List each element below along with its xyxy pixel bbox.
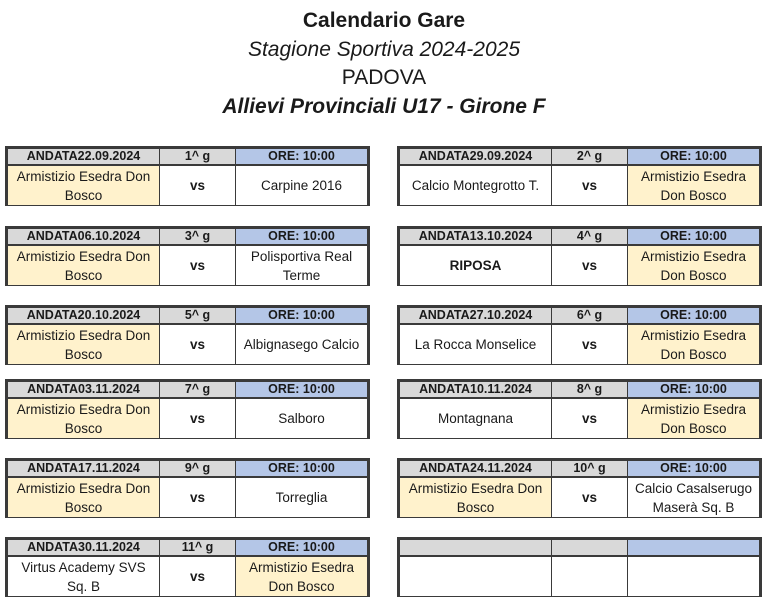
phase-label: ANDATA bbox=[26, 308, 78, 322]
team-right: Salboro bbox=[236, 398, 368, 439]
match-date: 13.10.2024 bbox=[469, 229, 533, 243]
phase-label: ANDATA bbox=[27, 540, 79, 554]
match-card-3 bbox=[5, 226, 370, 286]
match-card-6 bbox=[397, 305, 762, 365]
phase-label: ANDATA bbox=[418, 149, 470, 163]
match-card-9 bbox=[5, 458, 370, 518]
team-left bbox=[400, 556, 552, 597]
match-card-8 bbox=[397, 379, 762, 439]
kickoff-time: ORE: 10:00 bbox=[628, 461, 760, 478]
vs-label: vs bbox=[552, 398, 628, 439]
team-left: La Rocca Monselice bbox=[400, 324, 552, 365]
match-teams-row bbox=[8, 556, 368, 597]
match-header-row bbox=[400, 461, 760, 478]
vs-label: vs bbox=[160, 324, 236, 365]
match-card-2 bbox=[397, 146, 762, 206]
vs-label: vs bbox=[160, 245, 236, 286]
kickoff-time: ORE: 10:00 bbox=[236, 229, 368, 246]
team-right: Polisportiva Real Terme bbox=[236, 245, 368, 286]
match-teams-row bbox=[400, 165, 760, 206]
kickoff-time: ORE: 10:00 bbox=[628, 149, 760, 166]
match-date-cell bbox=[400, 229, 552, 246]
match-header-row bbox=[8, 308, 368, 325]
match-date: 29.09.2024 bbox=[469, 149, 533, 163]
kickoff-time: ORE: 10:00 bbox=[628, 229, 760, 246]
match-card-10 bbox=[397, 458, 762, 518]
phase-label: ANDATA bbox=[419, 461, 471, 475]
team-left: RIPOSA bbox=[400, 245, 552, 286]
vs-label: vs bbox=[552, 165, 628, 206]
page-header bbox=[0, 6, 768, 122]
kickoff-time: ORE: 10:00 bbox=[628, 308, 760, 325]
vs-label: vs bbox=[160, 556, 236, 597]
vs-label: vs bbox=[160, 165, 236, 206]
city-label: PADOVA bbox=[341, 66, 427, 89]
kickoff-time: ORE: 10:00 bbox=[236, 308, 368, 325]
match-date: 27.10.2024 bbox=[469, 308, 533, 322]
round-label: 3^ g bbox=[160, 229, 236, 246]
match-date-cell bbox=[8, 461, 160, 478]
vs-label bbox=[552, 556, 628, 597]
match-header-row bbox=[400, 229, 760, 246]
match-header-row bbox=[8, 540, 368, 557]
kickoff-time: ORE: 10:00 bbox=[236, 540, 368, 557]
match-date: 10.11.2024 bbox=[470, 382, 532, 396]
team-left: Calcio Montegrotto T. bbox=[400, 165, 552, 206]
match-date: 24.11.2024 bbox=[470, 461, 532, 475]
round-label: 9^ g bbox=[160, 461, 236, 478]
match-date: 06.10.2024 bbox=[77, 229, 141, 243]
match-card-1 bbox=[5, 146, 370, 206]
vs-label: vs bbox=[160, 398, 236, 439]
phase-label: ANDATA bbox=[418, 229, 470, 243]
match-header-row bbox=[400, 540, 760, 557]
match-date-cell bbox=[400, 540, 552, 557]
match-teams-row bbox=[8, 324, 368, 365]
match-date-cell bbox=[400, 382, 552, 399]
page-title: Calendario Gare bbox=[302, 9, 466, 32]
match-card-7 bbox=[5, 379, 370, 439]
phase-label: ANDATA bbox=[27, 461, 79, 475]
match-teams-row bbox=[400, 245, 760, 286]
phase-label: ANDATA bbox=[419, 382, 471, 396]
season-subtitle: Stagione Sportiva 2024-2025 bbox=[247, 38, 521, 61]
match-date: 22.09.2024 bbox=[77, 149, 141, 163]
match-teams-row bbox=[8, 165, 368, 206]
kickoff-time: ORE: 10:00 bbox=[236, 149, 368, 166]
team-right: Calcio Casalserugo Maserà Sq. B bbox=[628, 477, 760, 518]
match-date-cell bbox=[400, 461, 552, 478]
vs-label: vs bbox=[160, 477, 236, 518]
team-right: Armistizio Esedra Don Bosco bbox=[628, 245, 760, 286]
phase-label: ANDATA bbox=[26, 149, 78, 163]
phase-label: ANDATA bbox=[26, 229, 78, 243]
team-left: Armistizio Esedra Don Bosco bbox=[8, 398, 160, 439]
match-card-5 bbox=[5, 305, 370, 365]
match-card-12 bbox=[397, 537, 762, 597]
match-header-row bbox=[8, 382, 368, 399]
round-label: 1^ g bbox=[160, 149, 236, 166]
team-right bbox=[628, 556, 760, 597]
team-left: Armistizio Esedra Don Bosco bbox=[8, 165, 160, 206]
match-teams-row bbox=[8, 398, 368, 439]
kickoff-time bbox=[628, 540, 760, 557]
match-date: 20.10.2024 bbox=[77, 308, 141, 322]
match-header-row bbox=[400, 382, 760, 399]
match-teams-row bbox=[8, 245, 368, 286]
team-right: Armistizio Esedra Don Bosco bbox=[236, 556, 368, 597]
match-date-cell bbox=[8, 229, 160, 246]
team-right: Torreglia bbox=[236, 477, 368, 518]
match-teams-row bbox=[400, 556, 760, 597]
team-left: Armistizio Esedra Don Bosco bbox=[400, 477, 552, 518]
team-left: Armistizio Esedra Don Bosco bbox=[8, 245, 160, 286]
team-left: Armistizio Esedra Don Bosco bbox=[8, 324, 160, 365]
match-teams-row bbox=[400, 324, 760, 365]
match-header-row bbox=[8, 149, 368, 166]
round-label: 10^ g bbox=[552, 461, 628, 478]
round-label: 11^ g bbox=[160, 540, 236, 557]
team-right: Albignasego Calcio bbox=[236, 324, 368, 365]
vs-label: vs bbox=[552, 324, 628, 365]
match-date-cell bbox=[400, 308, 552, 325]
round-label: 4^ g bbox=[552, 229, 628, 246]
kickoff-time: ORE: 10:00 bbox=[236, 461, 368, 478]
round-label: 2^ g bbox=[552, 149, 628, 166]
match-header-row bbox=[8, 461, 368, 478]
team-right: Armistizio Esedra Don Bosco bbox=[628, 398, 760, 439]
match-date: 30.11.2024 bbox=[78, 540, 140, 554]
match-date-cell bbox=[400, 149, 552, 166]
match-card-11 bbox=[5, 537, 370, 597]
team-left: Virtus Academy SVS Sq. B bbox=[8, 556, 160, 597]
team-left: Armistizio Esedra Don Bosco bbox=[8, 477, 160, 518]
round-label: 6^ g bbox=[552, 308, 628, 325]
match-header-row bbox=[400, 308, 760, 325]
match-teams-row bbox=[8, 477, 368, 518]
match-date: 17.11.2024 bbox=[78, 461, 140, 475]
vs-label: vs bbox=[552, 477, 628, 518]
match-date-cell bbox=[8, 149, 160, 166]
match-date: 03.11.2024 bbox=[78, 382, 140, 396]
match-date-cell bbox=[8, 308, 160, 325]
round-label bbox=[552, 540, 628, 557]
match-teams-row bbox=[400, 477, 760, 518]
kickoff-time: ORE: 10:00 bbox=[628, 382, 760, 399]
match-date-cell bbox=[8, 540, 160, 557]
round-label: 8^ g bbox=[552, 382, 628, 399]
match-header-row bbox=[400, 149, 760, 166]
kickoff-time: ORE: 10:00 bbox=[236, 382, 368, 399]
match-teams-row bbox=[400, 398, 760, 439]
phase-label: ANDATA bbox=[27, 382, 79, 396]
team-right: Carpine 2016 bbox=[236, 165, 368, 206]
team-right: Armistizio Esedra Don Bosco bbox=[628, 165, 760, 206]
phase-label: ANDATA bbox=[418, 308, 470, 322]
category-title: Allievi Provinciali U17 - Girone F bbox=[222, 95, 546, 118]
team-right: Armistizio Esedra Don Bosco bbox=[628, 324, 760, 365]
match-header-row bbox=[8, 229, 368, 246]
vs-label: vs bbox=[552, 245, 628, 286]
match-date-cell bbox=[8, 382, 160, 399]
team-left: Montagnana bbox=[400, 398, 552, 439]
round-label: 7^ g bbox=[160, 382, 236, 399]
match-card-4 bbox=[397, 226, 762, 286]
round-label: 5^ g bbox=[160, 308, 236, 325]
